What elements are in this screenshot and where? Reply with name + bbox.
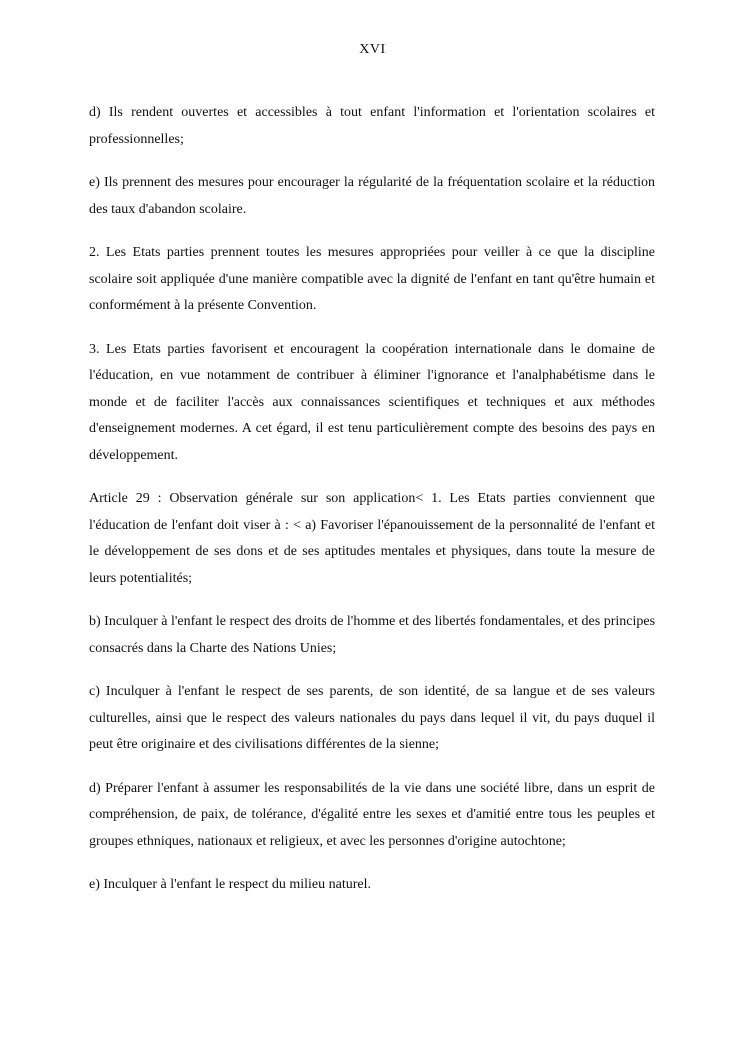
- paragraph-29c-identity: c) Inculquer à l'enfant le respect de ses parents, de son identité, de sa langue et de ses valeurs culturelles, ainsi que le respect des valeurs nationales du pays dans lequel il vit, du pays duquel il peut être originaire et des civilisations différentes de la sienne;: [89, 684, 655, 752]
- paragraph-3-cooperation: 3. Les Etats parties favorisent et encouragent la coopération internationale dans le domaine de l'éducation, en vue notamment de contribuer à éliminer l'ignorance et l'analphabétisme dans le monde et de faciliter l'accès aux connaissances scientifiques et techniques et aux méthodes d'enseignement modernes. A cet égard, il est tenu particulièrement compte des besoins des pays en développement.: [89, 341, 655, 463]
- page-number: XVI: [359, 42, 386, 57]
- paragraph-1d-information: d) Ils rendent ouvertes et accessibles à tout enfant l'information et l'orientation scolaires et professionnelles;: [89, 105, 655, 147]
- paragraph-29e-environment: e) Inculquer à l'enfant le respect du milieu naturel.: [89, 877, 372, 892]
- paragraph-1e-attendance: e) Ils prennent des mesures pour encourager la régularité de la fréquentation scolaire et la réduction des taux d'abandon scolaire.: [89, 175, 655, 217]
- paragraph-29d-free-society: d) Préparer l'enfant à assumer les responsabilités de la vie dans une société libre, dans un esprit de compréhension, de paix, de tolérance, d'égalité entre les sexes et d'amitié entre tous les peuples et groupes ethniques, nationaux et religieux, et avec les personnes d'origine autochtone;: [89, 780, 655, 849]
- document-body: [89, 100, 655, 916]
- paragraph-article-29: Article 29 : Observation générale sur son application< 1. Les Etats parties conviennent que l'éducation de l'enfant doit viser à : < a) Favoriser l'épanouissement de la personnalité de l'enfant et le développement de ses dons et de ses aptitudes mentales et physiques, dans toute la mesure de leurs potentialités;: [89, 491, 655, 586]
- paragraph-29b-human-rights: b) Inculquer à l'enfant le respect des droits de l'homme et des libertés fondamentales, et des principes consacrés dans la Charte des Nations Unies;: [89, 614, 656, 656]
- paragraph-2-discipline: 2. Les Etats parties prennent toutes les mesures appropriées pour veiller à ce que la discipline scolaire soit appliquée d'une manière compatible avec la dignité de l'enfant en tant qu'être humain et conformément à la présente Convention.: [89, 245, 655, 313]
